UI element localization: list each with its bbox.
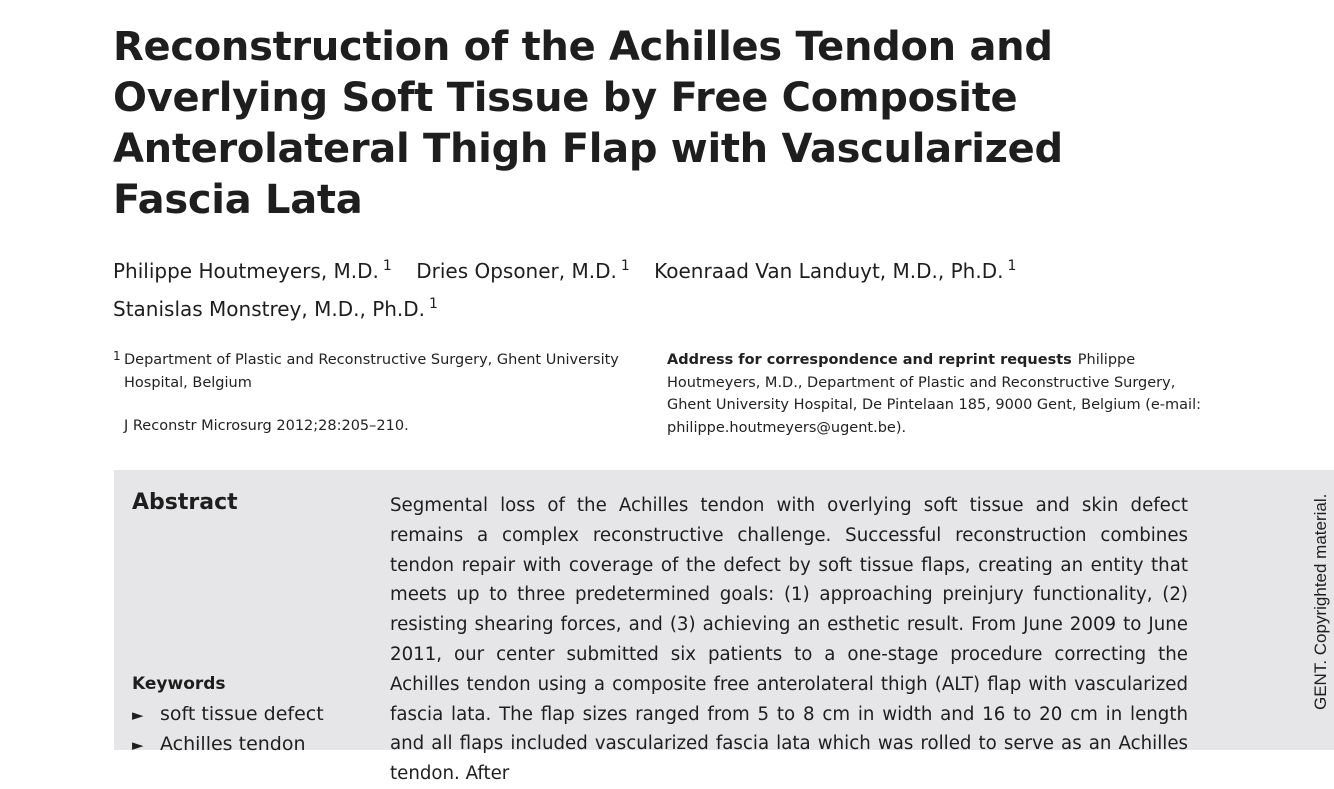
author-name: Philippe Houtmeyers, M.D.: [113, 259, 379, 283]
affiliation-block: [113, 349, 653, 438]
keyword-item: [132, 730, 324, 760]
keywords-list: [132, 700, 324, 760]
keyword-text: Achilles tendon: [160, 733, 306, 755]
article-title: Reconstruction of the Achilles Tendon and Overlying Soft Tissue by Free Composite Anterolateral Thigh Flap with Vascularized Fascia Lata: [113, 24, 1063, 223]
abstract-heading: Abstract: [132, 490, 238, 515]
arrow-right-icon: ►: [132, 706, 144, 724]
affiliation-marker: 1: [382, 258, 392, 274]
correspondence-label: Address for correspondence and reprint requests: [667, 352, 1072, 368]
author-name: Koenraad Van Landuyt, M.D., Ph.D.: [654, 259, 1004, 283]
abstract-text: Segmental loss of the Achilles tendon with overlying soft tissue and skin defect remains a complex reconstructive challenge. Successful reconstruction combines tendon repair with coverage of the defect by soft tissue flaps, creating an entity that meets up to three predetermined goals: (1) approaching preinjury functionality, (2) resisting shearing forces, and (3) achieving an esthetic result. From June 2009 to June 2011, our center submitted six patients to a one-stage procedure correcting the Achilles tendon using a composite free anterolateral thigh (ALT) flap with vascularized fascia lata. The flap sizes ranged from 5 to 8 cm in width and 16 to 20 cm in length and all flaps included vascularized fascia lata which was rolled to serve as an Achilles tendon. After: [390, 495, 1188, 785]
arrow-right-icon: ►: [132, 736, 144, 754]
affiliation-text: Department of Plastic and Reconstructive Surgery, Ghent University Hospital, Belgium: [124, 352, 619, 391]
author: [416, 259, 630, 283]
author: [113, 259, 392, 283]
author-list: [113, 250, 1113, 326]
journal-citation: J Reconstr Microsurg 2012;28:205–210.: [124, 418, 409, 434]
keyword-text: soft tissue defect: [160, 703, 324, 725]
author-name: Stanislas Monstrey, M.D., Ph.D.: [113, 297, 426, 321]
affiliation-marker: 1: [620, 258, 630, 274]
author: [113, 297, 438, 321]
correspondence-block: [667, 349, 1207, 439]
author-name: Dries Opsoner, M.D.: [416, 259, 617, 283]
affiliation-number: 1: [113, 349, 121, 363]
abstract-panel: [114, 470, 1334, 785]
keyword-item: [132, 700, 324, 730]
affiliation-marker: 1: [429, 296, 438, 312]
correspondence-text: Philippe Houtmeyers, M.D., Department of Plastic and Reconstructive Surgery, Ghent University Hospital, De Pintelaan 185, 9000 Gent, Belgium (e-mail: philippe.houtmeyers@ugent.be).: [667, 352, 1201, 436]
affiliation-marker: 1: [1007, 258, 1017, 274]
keywords-heading: Keywords: [132, 674, 226, 694]
author: [654, 259, 1016, 283]
copyright-watermark: GENT. Copyrighted material.: [1311, 493, 1330, 710]
